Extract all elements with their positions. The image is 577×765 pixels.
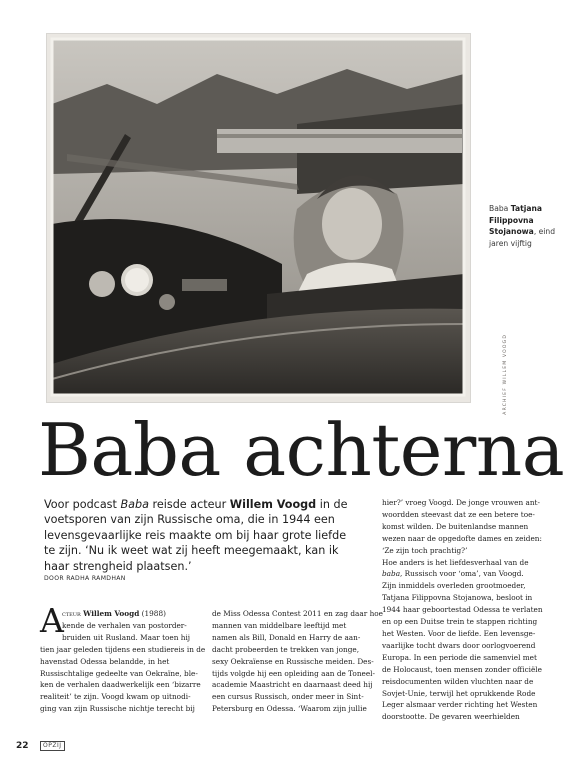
body-line [40, 608, 197, 620]
body-column-1 [40, 601, 206, 715]
body-line: Hoe anders is het liefdesverhaal van de [382, 557, 529, 567]
intro-actor-name: Willem Voogd [229, 498, 317, 511]
body-line: woordden steevast dat ze een betere toe- [382, 509, 535, 519]
intro-text-2: reisde acteur [148, 498, 230, 511]
headline: Baba achterna [38, 408, 565, 492]
byline: DOOR RADHA RAMDHAN [44, 575, 126, 582]
body-line: hier?’ vroeg Voogd. De jonge vrouwen ant- [382, 498, 540, 507]
intro-text-3: in de voetsporen van zijn Russische oma, die in 1944 een levensgevaarlijke reis maakte om bij haar grote liefde te zijn. ‘Nu ik weet wat zij heeft meegemaakt, kan ik haar strengheid plaatsen.’ [44, 498, 348, 573]
body-line: kende de verhalen van postorder- [62, 620, 187, 630]
body-line: Zijn inmiddels overleden grootmoeder, [382, 581, 526, 591]
body-line: bruiden uit Rusland. Maar toen hij [62, 632, 191, 642]
body-line: vaarlijke tocht dwars door oorlogvoerend [382, 640, 536, 650]
body-line: sexy Oekraïense en Russische meiden. Des- [212, 656, 374, 666]
caption-prefix: Baba [489, 204, 509, 213]
body-year: (1988) [141, 609, 166, 618]
body-line: de Holocaust, toen mensen zonder officiële [382, 664, 542, 674]
body-baba-word: baba [382, 569, 401, 579]
intro-podcast-title: Baba [120, 498, 149, 511]
body-line: Sovjet-Unie, terwijl het oprukkende Rode [382, 688, 536, 698]
intro-paragraph [44, 497, 359, 574]
drop-cap: A [40, 601, 64, 640]
page-number: 22 [16, 741, 29, 751]
photo-credit: ARCHIEF WILLEM VOOGD [503, 334, 508, 415]
body-line: komst wilden. De buitenlandse mannen [382, 521, 529, 531]
body-line: Leger alsmaar verder richting het Westen [382, 700, 538, 710]
photo-image [47, 34, 470, 402]
body-line: tijds volgde hij een opleiding aan de Toneel- [212, 668, 375, 678]
body-line: mannen van middelbare leeftijd met [212, 620, 347, 630]
body-line: ken de verhalen daadwerkelijk een ‘bizarre [40, 680, 201, 690]
body-line: havenstad Odessa belandde, in het [40, 656, 170, 666]
body-line: reisdocumenten wilden vluchten naar de [382, 676, 534, 686]
body-line: tien jaar geleden tijdens een studiereis in de [40, 644, 206, 654]
body-line: het Westen. Voor de liefde. Een levensge- [382, 628, 536, 638]
caption-name: Tatjana Filippovna Stojanowa [489, 204, 542, 237]
body-column-2 [212, 608, 383, 715]
body-line: realiteit’ te zijn. Voogd kwam op uitnodi- [40, 692, 191, 702]
body-actor-name: Willem Voogd [83, 609, 140, 618]
body-line: dacht probeerden te trekken van jonge, [212, 644, 360, 654]
body-lead-word: cteur [62, 609, 81, 618]
body-baba-rest: , Russisch voor ‘oma’, van Voogd. [400, 569, 524, 579]
body-line: de Miss Odessa Contest 2011 en zag daar hoe [212, 609, 383, 618]
body-line: academie Maastricht en daarnaast deed hij [212, 680, 373, 690]
body-line: Europa. In een periode die samenviel met [382, 652, 537, 662]
body-line: 1944 haar geboortestad Odessa te verlaten [382, 605, 543, 615]
body-line: ging van zijn Russische nichtje terecht bij [40, 704, 195, 714]
body-line: wezen naar de opgedofte dames en zeiden: [382, 533, 542, 543]
body-line: en op een Duitse trein te stappen richting [382, 617, 538, 627]
body-line: Russischtalige gedeelte van Oekraïne, ble- [40, 668, 198, 678]
body-line: een cursus Russisch, onder meer in Sint- [212, 692, 364, 702]
body-line: Tatjana Filippovna Stojanowa, besloot in [382, 593, 533, 603]
photo-caption [489, 203, 569, 249]
body-line [382, 568, 534, 580]
body-line: doorstootte. De gevaren weerhielden [382, 712, 520, 722]
magazine-logo: OPZIJ [40, 741, 65, 751]
body-line: ‘Ze zijn toch prachtig?’ [382, 545, 468, 555]
caption-suffix: , eind jaren vijftig [489, 227, 556, 248]
intro-text-1: Voor podcast [44, 498, 121, 511]
body-line: Petersburg en Odessa. ‘Waarom zijn jullie [212, 704, 367, 714]
body-column-3 [382, 497, 543, 723]
body-line: namen als Bill, Donald en Harry de aan- [212, 632, 361, 642]
